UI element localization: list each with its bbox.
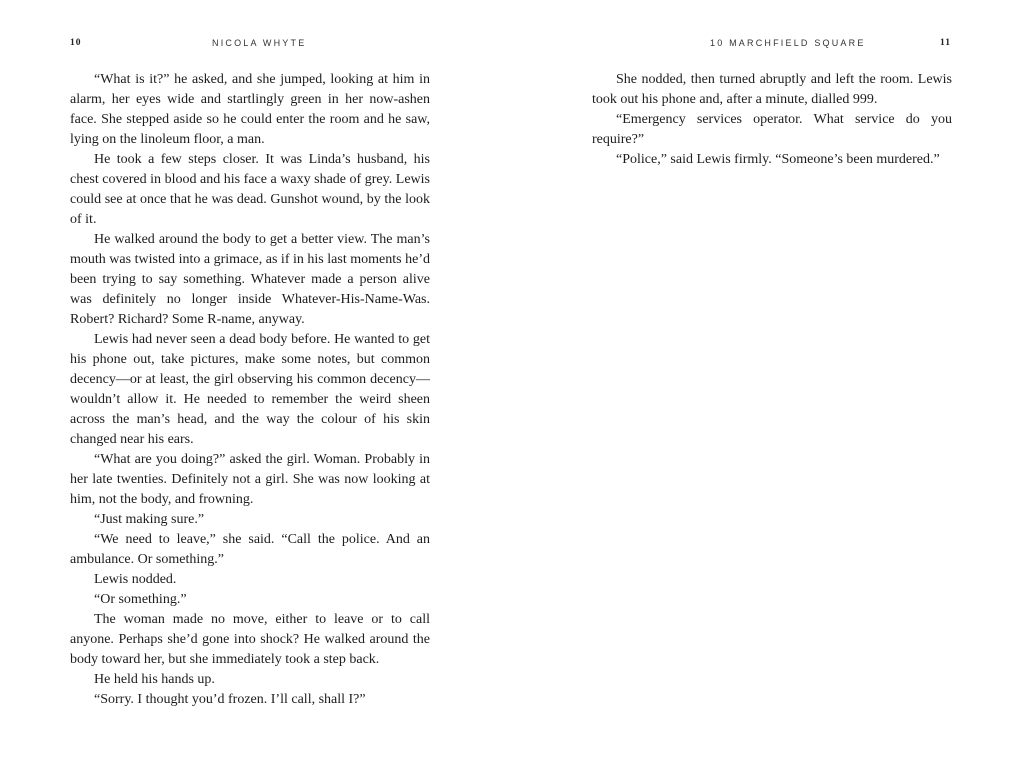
paragraph: “Or something.” — [94, 592, 187, 607]
paragraph: He took a few steps closer. It was Linda’s husband, his chest covered in blood and his face a waxy shade of grey. Lewis could see at once that he was dead. Gunshot wound, by the look of it. — [70, 152, 430, 227]
paragraph: “Just making sure.” — [94, 512, 205, 527]
paragraph: “What is it?” he asked, and she jumped, looking at him in alarm, her eyes wide and startlingly green in her now-ashen face. She stepped aside so he could enter the room and he saw, lying on the linoleum floor, a man. — [70, 72, 430, 147]
paragraph: She nodded, then turned abruptly and left the room. Lewis took out his phone and, after a minute, dialled 999. — [592, 72, 952, 107]
paragraph: The woman made no move, either to leave or to call anyone. Perhaps she’d gone into shock? He walked around the body toward her, but she immediately took a step back. — [70, 612, 430, 667]
running-head-title: 10 MARCHFIELD SQUARE — [710, 38, 866, 48]
paragraph: “Police,” said Lewis firmly. “Someone’s been murdered.” — [616, 152, 940, 167]
paragraph: “What are you doing?” asked the girl. Woman. Probably in her late twenties. Definitely not a girl. She was now looking at him, not the body, and frowning. — [70, 452, 430, 507]
paragraph: “Emergency services operator. What service do you require?” — [592, 112, 952, 147]
paragraph: “We need to leave,” she said. “Call the police. And an ambulance. Or something.” — [70, 532, 430, 567]
page-number: 10 — [70, 38, 82, 48]
body-text — [70, 70, 430, 710]
paragraph: He walked around the body to get a better view. The man’s mouth was twisted into a grimace, as if in his last moments he’d been trying to say something. Whatever made a person alive was definitely no longer inside Whatever-His-Name-Was. Robert? Richard? Some R-name, anyway. — [70, 232, 430, 327]
paragraph: Lewis had never seen a dead body before. He wanted to get his phone out, take pictures, make some notes, but common decency—or at least, the girl observing his common decency—wouldn’t allow it. He needed to remember the weird sheen across the man’s head, and the way the colour of his skin changed near his ears. — [70, 332, 430, 447]
running-head-author: NICOLA WHYTE — [212, 38, 307, 48]
paragraph: “Sorry. I thought you’d frozen. I’ll call, shall I?” — [94, 692, 366, 707]
body-text — [592, 70, 952, 170]
page-number: 11 — [940, 38, 951, 48]
paragraph: He held his hands up. — [94, 672, 215, 687]
paragraph: Lewis nodded. — [94, 572, 177, 587]
right-page — [510, 0, 1020, 765]
